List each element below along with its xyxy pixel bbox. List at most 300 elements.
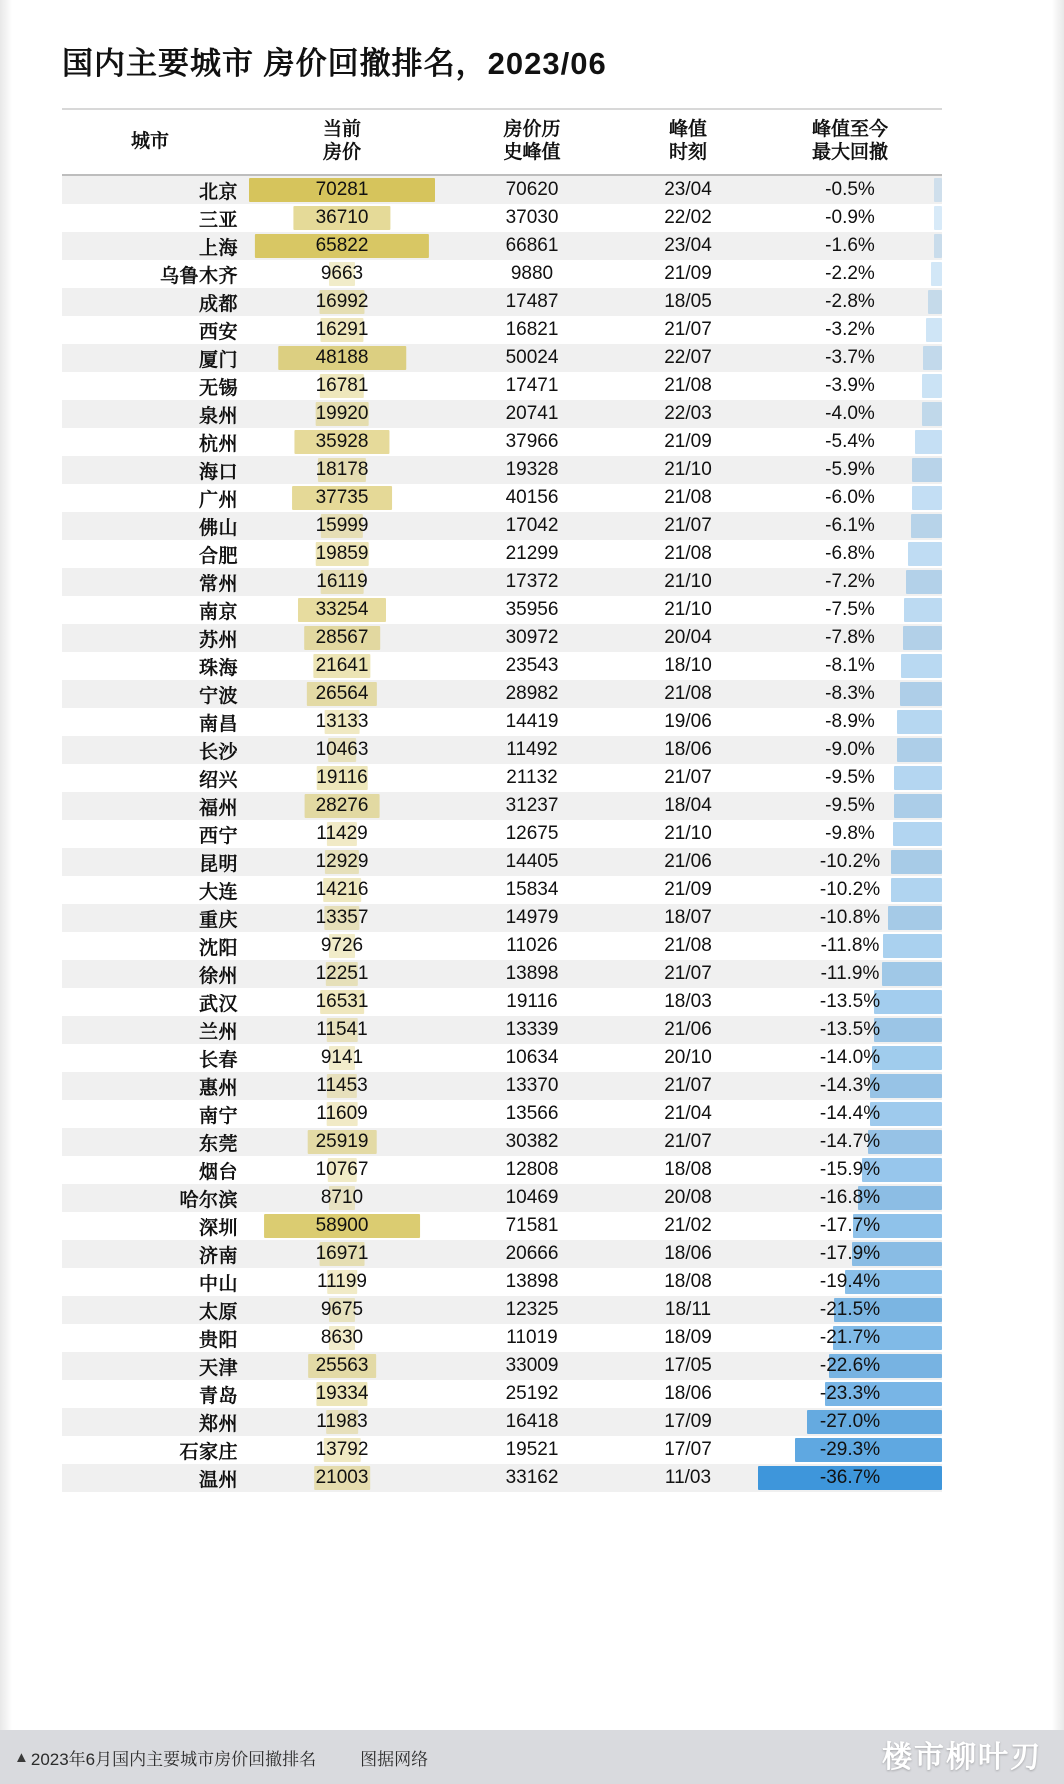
- cell-current-price: [238, 1128, 446, 1156]
- cell-drawdown: [758, 400, 942, 428]
- cell-current-price: [238, 988, 446, 1016]
- cell-peak-price: 12325: [446, 1296, 618, 1324]
- cell-current-price: [238, 1072, 446, 1100]
- table-row: [62, 1156, 942, 1184]
- table-row: [62, 288, 942, 316]
- current-price-value: 21641: [315, 655, 369, 677]
- current-price-value: 9663: [320, 263, 364, 285]
- table-row: [62, 1044, 942, 1072]
- cell-peak-time: 18/11: [618, 1296, 758, 1324]
- cell-drawdown: [758, 1436, 942, 1464]
- cell-peak-time: 21/10: [618, 596, 758, 624]
- cell-drawdown: [758, 764, 942, 792]
- drawdown-value: -11.9%: [820, 963, 880, 985]
- cell-current-price: [238, 204, 446, 232]
- cell-peak-price: 21299: [446, 540, 618, 568]
- table-row: [62, 904, 942, 932]
- drawdown-value: -8.3%: [825, 683, 875, 705]
- drawdown-value: -14.7%: [819, 1131, 881, 1153]
- current-price-value: 65822: [315, 235, 369, 257]
- cell-peak-time: 18/06: [618, 1240, 758, 1268]
- table-row: [62, 1324, 942, 1352]
- cell-drawdown: [758, 904, 942, 932]
- cell-city: 南京: [62, 596, 238, 624]
- cell-current-price: [238, 1268, 446, 1296]
- right-edge-shadow: [1052, 0, 1064, 1784]
- cell-city: 珠海: [62, 652, 238, 680]
- left-edge-shadow: [0, 0, 12, 1784]
- cell-peak-time: 21/07: [618, 764, 758, 792]
- drawdown-bar: [882, 962, 942, 986]
- drawdown-bar: [901, 654, 942, 678]
- cell-peak-price: 66861: [446, 232, 618, 260]
- table-row: [62, 820, 942, 848]
- cell-peak-price: 13339: [446, 1016, 618, 1044]
- cell-current-price: [238, 316, 446, 344]
- cell-drawdown: [758, 344, 942, 372]
- cell-peak-price: 19328: [446, 456, 618, 484]
- cell-city: 太原: [62, 1296, 238, 1324]
- footer-caption: 2023年6月国内主要城市房价回撤排名: [30, 1749, 317, 1769]
- cell-current-price: [238, 372, 446, 400]
- column-header-peak-time-line1: 峰值: [668, 119, 707, 140]
- cell-current-price: [238, 288, 446, 316]
- current-price-value: 16971: [315, 1243, 369, 1265]
- cell-city: 杭州: [62, 428, 238, 456]
- cell-drawdown: [758, 260, 942, 288]
- cell-drawdown: [758, 652, 942, 680]
- drawdown-bar: [897, 710, 942, 734]
- cell-drawdown: [758, 624, 942, 652]
- cell-peak-price: 11026: [446, 932, 618, 960]
- cell-peak-time: 21/07: [618, 1128, 758, 1156]
- drawdown-value: -16.8%: [819, 1187, 881, 1209]
- drawdown-value: -5.4%: [825, 431, 875, 453]
- drawdown-value: -27.0%: [819, 1411, 881, 1433]
- cell-peak-price: 35956: [446, 596, 618, 624]
- cell-peak-price: 30382: [446, 1128, 618, 1156]
- cell-peak-price: 14419: [446, 708, 618, 736]
- table-row: [62, 960, 942, 988]
- cell-city: 沈阳: [62, 932, 238, 960]
- cell-peak-time: 20/10: [618, 1044, 758, 1072]
- cell-peak-price: 13566: [446, 1100, 618, 1128]
- cell-current-price: [238, 680, 446, 708]
- drawdown-value: -8.1%: [825, 655, 875, 677]
- cell-drawdown: [758, 708, 942, 736]
- cell-current-price: [238, 1380, 446, 1408]
- cell-city: 上海: [62, 232, 238, 260]
- current-price-value: 12251: [315, 963, 369, 985]
- table-row: [62, 1016, 942, 1044]
- cell-city: 郑州: [62, 1408, 238, 1436]
- cell-peak-time: 21/04: [618, 1100, 758, 1128]
- cell-drawdown: [758, 1128, 942, 1156]
- table-row: [62, 1380, 942, 1408]
- table-row: [62, 1184, 942, 1212]
- drawdown-value: -19.4%: [819, 1271, 881, 1293]
- drawdown-bar: [906, 570, 942, 594]
- cell-current-price: [238, 456, 446, 484]
- current-price-value: 9726: [320, 935, 364, 957]
- cell-drawdown: [758, 1268, 942, 1296]
- drawdown-bar: [922, 374, 942, 398]
- current-price-value: 16119: [316, 571, 368, 593]
- cell-peak-time: 22/07: [618, 344, 758, 372]
- cell-drawdown: [758, 428, 942, 456]
- drawdown-value: -5.9%: [825, 459, 875, 481]
- cell-current-price: [238, 1156, 446, 1184]
- cell-city: 深圳: [62, 1212, 238, 1240]
- cell-peak-time: 20/04: [618, 624, 758, 652]
- cell-peak-time: 22/03: [618, 400, 758, 428]
- cell-drawdown: [758, 540, 942, 568]
- cell-city: 烟台: [62, 1156, 238, 1184]
- current-price-value: 9675: [320, 1299, 364, 1321]
- current-price-value: 28567: [315, 627, 369, 649]
- cell-peak-price: 16821: [446, 316, 618, 344]
- current-price-value: 33254: [315, 599, 369, 621]
- drawdown-value: -14.4%: [819, 1103, 881, 1125]
- current-price-value: 70281: [315, 179, 369, 201]
- drawdown-value: -14.0%: [819, 1047, 881, 1069]
- cell-drawdown: [758, 1072, 942, 1100]
- cell-drawdown: [758, 988, 942, 1016]
- cell-city: 徐州: [62, 960, 238, 988]
- column-header-drawdown: [758, 110, 942, 175]
- cell-peak-price: 37030: [446, 204, 618, 232]
- cell-peak-time: 11/03: [618, 1464, 758, 1492]
- drawdown-value: -4.0%: [825, 403, 875, 425]
- drawdown-value: -22.6%: [819, 1355, 881, 1377]
- cell-peak-price: 20666: [446, 1240, 618, 1268]
- drawdown-value: -21.5%: [819, 1299, 881, 1321]
- table-row: [62, 232, 942, 260]
- cell-drawdown: [758, 1380, 942, 1408]
- drawdown-bar: [888, 906, 942, 930]
- drawdown-bar: [908, 542, 942, 566]
- cell-city: 苏州: [62, 624, 238, 652]
- drawdown-value: -17.7%: [819, 1215, 881, 1237]
- cell-drawdown: [758, 1464, 942, 1492]
- cell-current-price: [238, 708, 446, 736]
- cell-peak-time: 18/07: [618, 904, 758, 932]
- cell-drawdown: [758, 204, 942, 232]
- table-row: [62, 400, 942, 428]
- cell-current-price: [238, 904, 446, 932]
- current-price-value: 26564: [315, 683, 369, 705]
- cell-drawdown: [758, 932, 942, 960]
- drawdown-value: -10.2%: [819, 879, 881, 901]
- cell-peak-price: 28982: [446, 680, 618, 708]
- cell-peak-time: 21/09: [618, 876, 758, 904]
- table-row: [62, 708, 942, 736]
- drawdown-bar: [870, 1074, 942, 1098]
- cell-peak-price: 13898: [446, 1268, 618, 1296]
- current-price-value: 13133: [315, 711, 369, 733]
- drawdown-value: -6.0%: [825, 487, 875, 509]
- drawdown-bar: [926, 318, 942, 342]
- cell-peak-time: 21/08: [618, 540, 758, 568]
- cell-drawdown: [758, 820, 942, 848]
- cell-peak-time: 23/04: [618, 175, 758, 204]
- cell-peak-time: 18/06: [618, 736, 758, 764]
- cell-current-price: [238, 344, 446, 372]
- table-row: [62, 1408, 942, 1436]
- cell-drawdown: [758, 1156, 942, 1184]
- cell-city: 佛山: [62, 512, 238, 540]
- column-header-current-price-line2: 房价: [322, 142, 361, 164]
- table-row: [62, 624, 942, 652]
- drawdown-bar: [912, 458, 942, 482]
- drawdown-value: -0.5%: [825, 179, 875, 201]
- cell-drawdown: [758, 1100, 942, 1128]
- table-row: [62, 876, 942, 904]
- cell-peak-price: 14979: [446, 904, 618, 932]
- page-title-main: 国内主要城市 房价回撤排名，: [62, 46, 488, 81]
- table-row: [62, 1436, 942, 1464]
- cell-peak-time: 18/09: [618, 1324, 758, 1352]
- cell-current-price: [238, 1016, 446, 1044]
- table-row: [62, 1100, 942, 1128]
- drawdown-value: -7.2%: [825, 571, 875, 593]
- cell-peak-time: 17/09: [618, 1408, 758, 1436]
- drawdown-value: -9.8%: [825, 823, 875, 845]
- cell-city: 北京: [62, 175, 238, 204]
- drawdown-value: -2.8%: [825, 291, 875, 313]
- cell-peak-price: 33009: [446, 1352, 618, 1380]
- cell-city: 南宁: [62, 1100, 238, 1128]
- cell-city: 兰州: [62, 1016, 238, 1044]
- cell-peak-time: 17/07: [618, 1436, 758, 1464]
- current-price-value: 37735: [315, 487, 369, 509]
- cell-city: 广州: [62, 484, 238, 512]
- column-header-drawdown-line1: 峰值至今: [811, 119, 888, 140]
- cell-peak-time: 21/08: [618, 372, 758, 400]
- cell-drawdown: [758, 175, 942, 204]
- cell-city: 福州: [62, 792, 238, 820]
- column-header-peak-price-line1: 房价历: [503, 119, 561, 140]
- table-header: [62, 110, 942, 175]
- cell-city: 宁波: [62, 680, 238, 708]
- cell-drawdown: [758, 372, 942, 400]
- cell-drawdown: [758, 568, 942, 596]
- watermark: 楼市柳叶刃: [882, 1741, 1042, 1774]
- cell-peak-time: 18/04: [618, 792, 758, 820]
- cell-drawdown: [758, 1016, 942, 1044]
- cell-peak-time: 18/10: [618, 652, 758, 680]
- cell-peak-time: 18/08: [618, 1156, 758, 1184]
- current-price-value: 10463: [315, 739, 369, 761]
- cell-city: 大连: [62, 876, 238, 904]
- table-row: [62, 568, 942, 596]
- cell-peak-time: 21/07: [618, 960, 758, 988]
- drawdown-bar: [931, 262, 942, 286]
- current-price-value: 10767: [315, 1159, 369, 1181]
- cell-current-price: [238, 260, 446, 288]
- drawdown-value: -10.8%: [819, 907, 881, 929]
- drawdown-value: -29.3%: [819, 1439, 881, 1461]
- cell-peak-price: 37966: [446, 428, 618, 456]
- current-price-value: 12929: [315, 851, 369, 873]
- current-price-value: 19859: [315, 543, 369, 565]
- cell-peak-price: 21132: [446, 764, 618, 792]
- cell-current-price: [238, 428, 446, 456]
- cell-peak-time: 21/08: [618, 932, 758, 960]
- current-price-value: 18178: [315, 459, 369, 481]
- cell-city: 乌鲁木齐: [62, 260, 238, 288]
- column-header-peak-time-line2: 时刻: [668, 142, 707, 164]
- cell-current-price: [238, 512, 446, 540]
- cell-peak-time: 21/10: [618, 456, 758, 484]
- column-header-peak-price-line2: 史峰值: [503, 142, 561, 164]
- current-price-value: 36710: [315, 207, 369, 229]
- cell-peak-price: 11019: [446, 1324, 618, 1352]
- table-row: [62, 175, 942, 204]
- table-row: [62, 736, 942, 764]
- cell-city: 惠州: [62, 1072, 238, 1100]
- drawdown-value: -7.5%: [825, 599, 875, 621]
- current-price-value: 19116: [316, 767, 368, 789]
- drawdown-value: -1.6%: [825, 235, 875, 257]
- cell-city: 天津: [62, 1352, 238, 1380]
- cell-peak-price: 13898: [446, 960, 618, 988]
- cell-current-price: [238, 568, 446, 596]
- drawdown-value: -36.7%: [819, 1467, 881, 1489]
- table-row: [62, 1212, 942, 1240]
- table-row: [62, 1072, 942, 1100]
- cell-drawdown: [758, 484, 942, 512]
- cell-drawdown: [758, 596, 942, 624]
- drawdown-bar: [894, 794, 942, 818]
- drawdown-bar: [923, 346, 942, 370]
- cell-drawdown: [758, 1212, 942, 1240]
- cell-city: 昆明: [62, 848, 238, 876]
- drawdown-value: -3.9%: [825, 375, 875, 397]
- cell-peak-price: 14405: [446, 848, 618, 876]
- cell-peak-price: 17471: [446, 372, 618, 400]
- table-row: [62, 792, 942, 820]
- drawdown-value: -21.7%: [819, 1327, 881, 1349]
- cell-peak-time: 21/10: [618, 820, 758, 848]
- current-price-value: 58900: [315, 1215, 369, 1237]
- cell-current-price: [238, 1296, 446, 1324]
- drawdown-bar: [922, 402, 942, 426]
- drawdown-value: -15.9%: [819, 1159, 881, 1181]
- drawdown-value: -6.1%: [825, 515, 875, 537]
- cell-city: 海口: [62, 456, 238, 484]
- current-price-value: 19334: [315, 1383, 369, 1405]
- current-price-value: 13357: [315, 907, 369, 929]
- current-price-value: 16992: [315, 291, 369, 313]
- cell-current-price: [238, 1436, 446, 1464]
- current-price-value: 48188: [315, 347, 369, 369]
- cell-current-price: [238, 1408, 446, 1436]
- cell-peak-time: 18/08: [618, 1268, 758, 1296]
- cell-current-price: [238, 932, 446, 960]
- column-header-current-price: [238, 110, 446, 175]
- cell-drawdown: [758, 792, 942, 820]
- drawdown-bar: [870, 1102, 942, 1126]
- current-price-value: 11453: [316, 1075, 368, 1097]
- cell-city: 南昌: [62, 708, 238, 736]
- drawdown-bar: [874, 1018, 942, 1042]
- current-price-value: 16531: [315, 991, 369, 1013]
- table-row: [62, 1240, 942, 1268]
- cell-peak-price: 17372: [446, 568, 618, 596]
- cell-current-price: [238, 232, 446, 260]
- cell-current-price: [238, 792, 446, 820]
- table-body: [62, 175, 942, 1492]
- drawdown-bar: [897, 738, 942, 762]
- column-header-peak-price: [446, 110, 618, 175]
- current-price-value: 25563: [315, 1355, 369, 1377]
- table-row: [62, 988, 942, 1016]
- cell-current-price: [238, 652, 446, 680]
- cell-current-price: [238, 1184, 446, 1212]
- current-price-value: 21003: [315, 1467, 369, 1489]
- drawdown-bar: [891, 878, 942, 902]
- cell-peak-price: 12675: [446, 820, 618, 848]
- ranking-table: [62, 110, 942, 1492]
- cell-drawdown: [758, 848, 942, 876]
- table-row: [62, 540, 942, 568]
- cell-peak-time: 21/10: [618, 568, 758, 596]
- cell-current-price: [238, 764, 446, 792]
- drawdown-value: -8.9%: [825, 711, 875, 733]
- column-header-current-price-line1: 当前: [322, 119, 361, 140]
- drawdown-value: -0.9%: [825, 207, 875, 229]
- current-price-value: 19920: [315, 403, 369, 425]
- cell-peak-time: 22/02: [618, 204, 758, 232]
- cell-peak-time: 18/05: [618, 288, 758, 316]
- drawdown-bar: [872, 1046, 942, 1070]
- table-row: [62, 316, 942, 344]
- current-price-value: 16291: [315, 319, 369, 341]
- cell-peak-time: 21/08: [618, 484, 758, 512]
- current-price-value: 25919: [315, 1131, 369, 1153]
- table-row: [62, 512, 942, 540]
- cell-peak-price: 9880: [446, 260, 618, 288]
- cell-drawdown: [758, 232, 942, 260]
- drawdown-bar: [874, 990, 942, 1014]
- cell-drawdown: [758, 1184, 942, 1212]
- cell-current-price: [238, 736, 446, 764]
- current-price-value: 11429: [316, 823, 368, 845]
- cell-city: 合肥: [62, 540, 238, 568]
- drawdown-value: -14.3%: [819, 1075, 881, 1097]
- cell-city: 长沙: [62, 736, 238, 764]
- cell-peak-price: 20741: [446, 400, 618, 428]
- drawdown-value: -2.2%: [825, 263, 875, 285]
- cell-drawdown: [758, 1352, 942, 1380]
- drawdown-value: -17.9%: [819, 1243, 881, 1265]
- cell-peak-time: 20/08: [618, 1184, 758, 1212]
- current-price-value: 14216: [315, 879, 369, 901]
- cell-peak-price: 50024: [446, 344, 618, 372]
- cell-drawdown: [758, 316, 942, 344]
- table-row: [62, 1268, 942, 1296]
- table-row: [62, 652, 942, 680]
- cell-peak-price: 71581: [446, 1212, 618, 1240]
- cell-peak-time: 21/08: [618, 680, 758, 708]
- cell-current-price: [238, 960, 446, 988]
- footer-source: 图据网络: [360, 1749, 429, 1769]
- current-price-value: 11983: [316, 1411, 368, 1433]
- table-row: [62, 484, 942, 512]
- cell-peak-time: 23/04: [618, 232, 758, 260]
- cell-peak-price: 70620: [446, 175, 618, 204]
